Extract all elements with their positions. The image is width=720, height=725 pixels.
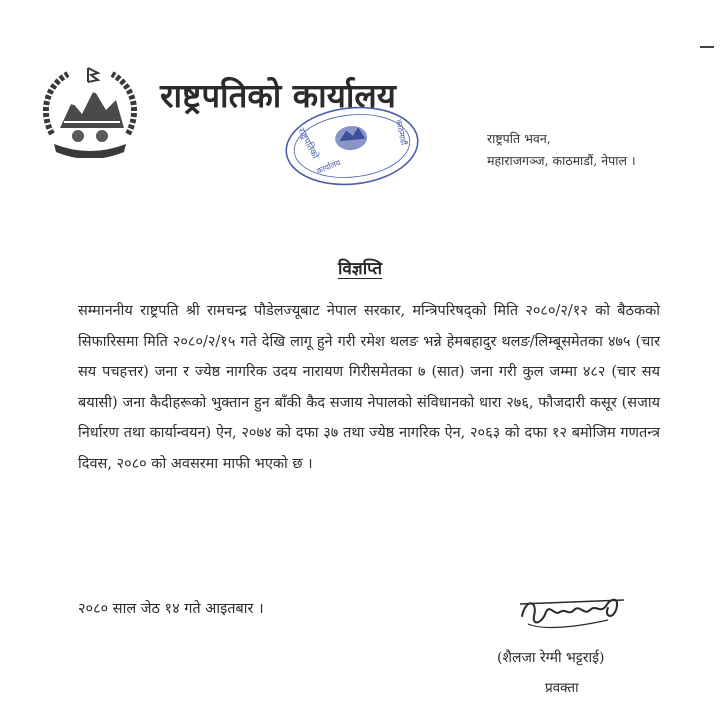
address-line-1: राष्ट्रपति भवन, <box>487 131 551 146</box>
address-line-2: महाराजगञ्ज, काठमाडौं, नेपाल । <box>487 153 636 168</box>
signer-name: (शैलजा रेग्मी भट्टराई) <box>497 650 605 666</box>
notice-heading: विज्ञप्ति <box>337 259 383 279</box>
notice-body: सम्माननीय राष्ट्रपति श्री रामचन्द्र पौडेलज्यूबाट नेपाल सरकार, मन्त्रिपरिषद्को मिति २०८०/२/१२ को बैठकको सिफारिसमा मिति २०८०/२/१५ गते देखि लागू हुने गरी रमेश थलङ भन्ने हेमबहादुर थलङ/लिम्बूसमेतका ४७५ (चार सय पचहत्तर) जना र ज्येष्ठ नागरिक उदय नारायण गिरीसमेतका ७ (सात) जना गरी कुल जम्मा ४८२ (चार सय बयासी) जना कैदीहरूको भुक्तान हुन बाँकी कैद सजाय नेपालको संविधानको धारा २७६, फौजदारी कसूर (सजाय निर्धारण तथा कार्यान्वयन) ऐन, २०७४ को दफा ३७ तथा ज्येष्ठ नागरिक ऐन, २०६३ को दफा १२ बमोजिम गणतन्त्र दिवस, २०८० को अवसरमा माफी भएको छ । <box>78 303 660 472</box>
signature-icon <box>512 586 632 642</box>
office-stamp-icon <box>278 100 426 192</box>
svg-text:राष्ट्रपतिको: राष्ट्रपतिको <box>295 126 320 161</box>
office-address <box>487 128 636 172</box>
notice-date: २०८० साल जेठ १४ गते आइतबार । <box>78 601 264 617</box>
edge-mark <box>700 46 714 48</box>
national-emblem-icon <box>38 62 142 158</box>
svg-text:कार्यालय: कार्यालय <box>315 158 342 176</box>
office-title: राष्ट्रपतिको कार्यालय <box>160 76 396 115</box>
signer-role: प्रवक्ता <box>545 680 579 696</box>
svg-text:काठमाडौं: काठमाडौं <box>394 118 409 146</box>
